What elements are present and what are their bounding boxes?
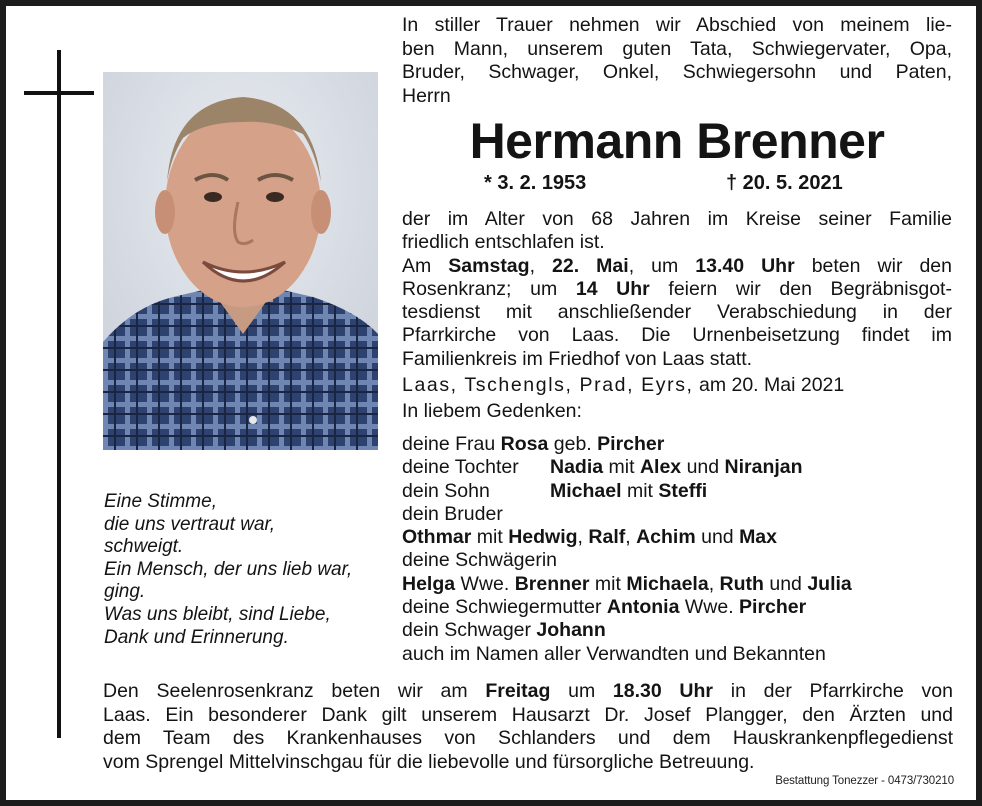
notice-text bbox=[402, 208, 952, 371]
cross-icon-horizontal bbox=[24, 91, 94, 95]
intro-text bbox=[402, 14, 952, 108]
mourner-row: deine Frau Rosa geb. Pircher bbox=[402, 433, 665, 455]
notice-line: der im Alter von 68 Jahren im Kreise seiner Familie bbox=[402, 208, 952, 230]
mourner-row: deine Schwiegermutter Antonia Wwe. Pircher bbox=[402, 596, 807, 619]
memory-label: In liebem Gedenken: bbox=[402, 400, 582, 422]
poem-line: Ein Mensch, der uns lieb war, bbox=[104, 558, 353, 580]
mourners-list bbox=[402, 433, 962, 666]
closing-line: Laas. Ein besonderer Dank gilt unserem Hausarzt Dr. Josef Plangger, den Ärzten und bbox=[103, 703, 953, 726]
portrait-photo bbox=[103, 72, 378, 450]
mourner-row: Helga Wwe. Brenner mit Michaela, Ruth und Julia bbox=[402, 572, 852, 595]
notice-line: Pfarrkirche von Laas. Die Urnenbeisetzung findet im bbox=[402, 324, 952, 347]
mourner-row: dein Schwager Johann bbox=[402, 619, 606, 642]
poem-line: Was uns bleibt, sind Liebe, bbox=[104, 603, 331, 625]
notice-line: tesdienst mit anschließender Verabschiedung in der bbox=[402, 301, 952, 324]
closing-text bbox=[103, 680, 953, 774]
towns: Laas, Tschengls, Prad, Eyrs, bbox=[402, 374, 694, 396]
mourner-row: auch im Namen aller Verwandten und Bekannten bbox=[402, 642, 826, 665]
notice-date: am 20. Mai 2021 bbox=[693, 374, 845, 396]
deceased-name: Hermann Brenner bbox=[469, 113, 885, 169]
intro-line: Bruder, Schwager, Onkel, Schwiegersohn und Paten, bbox=[402, 61, 952, 83]
intro-line: In stiller Trauer nehmen wir Abschied von meinem lie- bbox=[402, 14, 952, 36]
closing-line: vom Sprengel Mittelvinschgau für die liebevolle und fürsorgliche Betreuung. bbox=[103, 750, 755, 773]
closing-line: Den Seelenrosenkranz beten wir am Freitag um 18.30 Uhr in der Pfarrkirche von bbox=[103, 680, 953, 702]
poem-line: Dank und Erinnerung. bbox=[104, 626, 289, 648]
closing-line: dem Team des Krankenhauses von Schlanders und dem Hauskrankenpflegedienst bbox=[103, 727, 953, 749]
poem-line: die uns vertraut war, bbox=[104, 513, 276, 535]
cross-icon-vertical bbox=[57, 50, 61, 738]
notice-line: Familienkreis im Friedhof von Laas statt. bbox=[402, 347, 753, 370]
poem-line: ging. bbox=[104, 581, 146, 603]
mourner-row: dein Bruder bbox=[402, 502, 503, 525]
intro-line: ben Mann, unserem guten Tata, Schwiegervater, Opa, bbox=[402, 37, 952, 60]
place-and-date bbox=[402, 374, 844, 398]
mourner-row: Othmar mit Hedwig, Ralf, Achim und Max bbox=[402, 526, 777, 549]
intro-line: Herrn bbox=[402, 84, 451, 107]
death-date: † 20. 5. 2021 bbox=[726, 172, 843, 194]
undertaker-credit: Bestattung Tonezzer - 0473/730210 bbox=[775, 775, 954, 787]
birth-date: * 3. 2. 1953 bbox=[484, 172, 587, 194]
notice-line: friedlich entschlafen ist. bbox=[402, 231, 605, 254]
mourner-row: deine Schwägerin bbox=[402, 549, 558, 572]
notice-line: Rosenkranz; um 14 Uhr feiern wir den Begräbnisgot- bbox=[402, 277, 952, 300]
mourner-row: deine Tochter Nadia mit Alex und Niranjan bbox=[402, 456, 803, 479]
poem-line: schweigt. bbox=[104, 536, 184, 558]
memorial-poem bbox=[104, 491, 394, 649]
poem-line: Eine Stimme, bbox=[104, 491, 217, 512]
notice-line: Am Samstag, 22. Mai, um 13.40 Uhr beten wir den bbox=[402, 254, 952, 277]
mourner-row: dein Sohn Michael mit Steffi bbox=[402, 479, 708, 502]
